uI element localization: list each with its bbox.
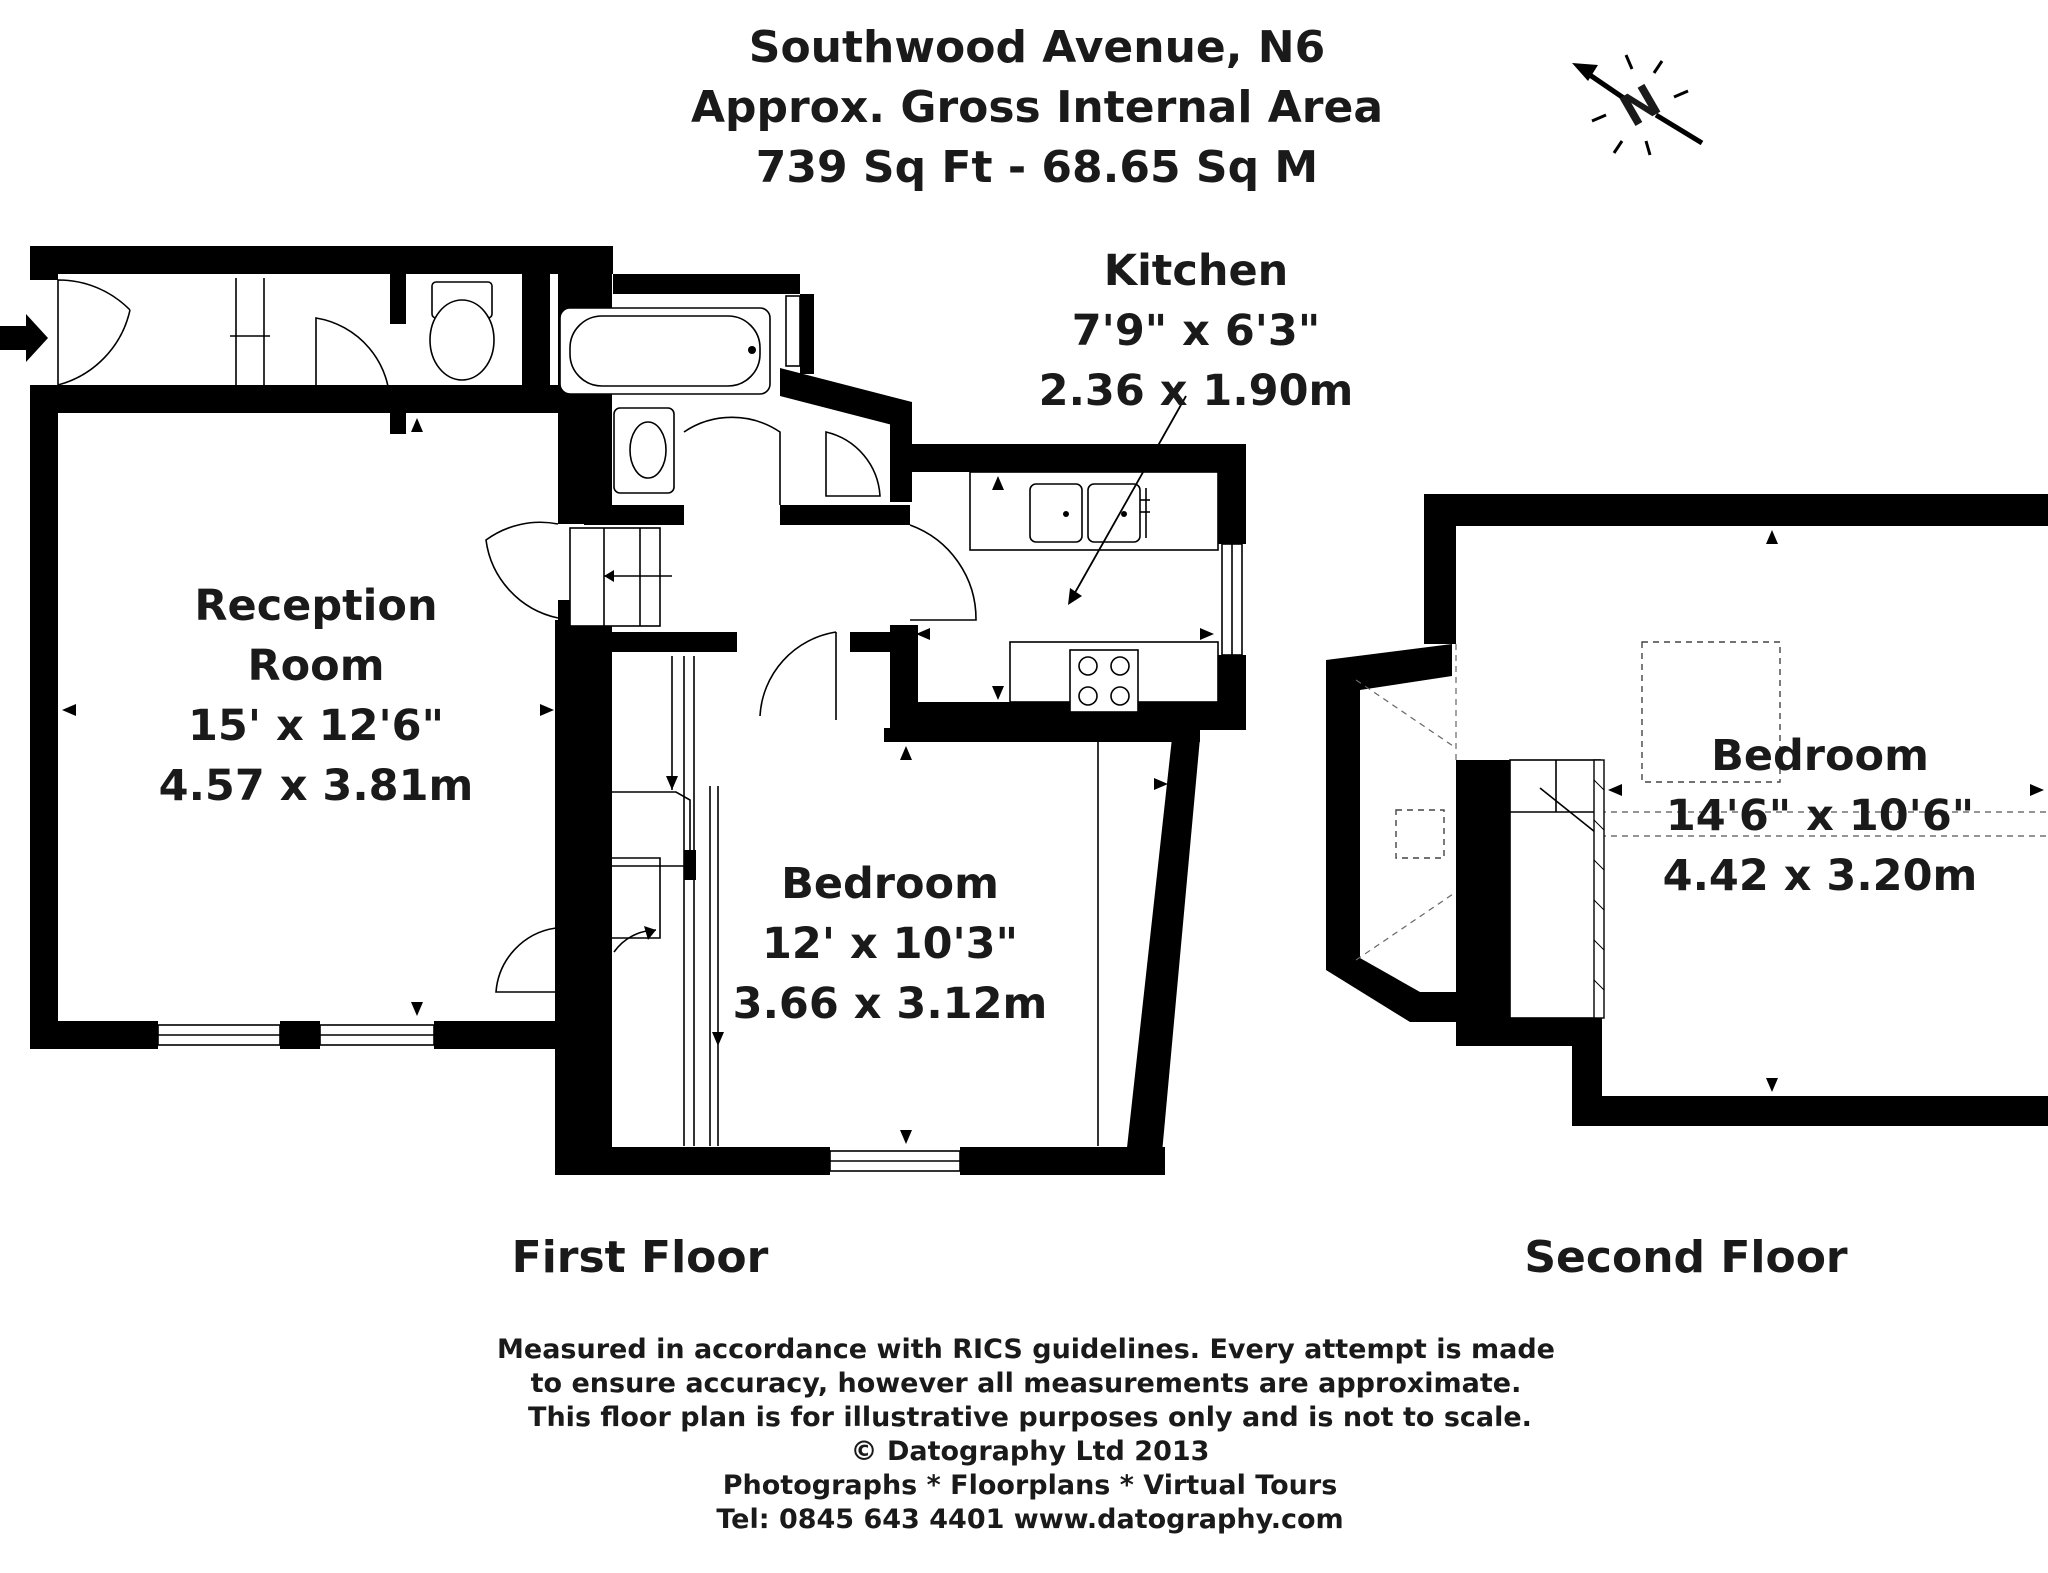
copyright-notice: © Datography Ltd 2013	[850, 1436, 1210, 1467]
svg-text:4.42 x 3.20m: 4.42 x 3.20m	[1662, 851, 1978, 901]
svg-text:3.66 x 3.12m: 3.66 x 3.12m	[732, 979, 1048, 1029]
svg-text:Bedroom: Bedroom	[781, 859, 999, 909]
svg-text:Bedroom: Bedroom	[1711, 731, 1929, 781]
contact-info: Tel: 0845 643 4401 www.datography.com	[716, 1504, 1344, 1535]
header	[691, 22, 1383, 193]
entrance-arrow-icon	[0, 314, 48, 362]
compass-north-label: N	[1612, 75, 1670, 138]
area-value: 739 Sq Ft - 68.65 Sq M	[755, 142, 1319, 193]
svg-text:14'6" x 10'6": 14'6" x 10'6"	[1665, 791, 1975, 841]
footer-disclaimer	[497, 1334, 1555, 1535]
svg-text:to ensure accuracy, however al: to ensure accuracy, however all measurements are approximate.	[530, 1368, 1522, 1399]
kitchen-label	[1039, 246, 1354, 416]
svg-text:Kitchen: Kitchen	[1103, 246, 1289, 296]
svg-text:This floor plan is for illustr: This floor plan is for illustrative purposes only and is not to scale.	[528, 1402, 1532, 1433]
svg-text:15' x 12'6": 15' x 12'6"	[187, 701, 445, 751]
svg-text:2.36 x 1.90m: 2.36 x 1.90m	[1038, 366, 1354, 416]
first-floor-bedroom-label	[733, 859, 1048, 1029]
property-address: Southwood Avenue, N6	[748, 22, 1326, 73]
entrance-door	[0, 278, 270, 385]
second-floor-bedroom-label	[1663, 731, 1978, 901]
svg-text:Room: Room	[247, 641, 385, 691]
svg-text:Measured in accordance with RI: Measured in accordance with RICS guidelines. Every attempt is made	[497, 1334, 1555, 1365]
second-floor-label: Second Floor	[1524, 1232, 1848, 1283]
svg-text:7'9" x 6'3": 7'9" x 6'3"	[1071, 306, 1321, 356]
kitchen-fittings	[970, 396, 1218, 712]
first-floor-plan	[0, 246, 1353, 1175]
area-heading: Approx. Gross Internal Area	[690, 82, 1384, 133]
reception-room-label	[159, 581, 474, 811]
svg-text:Reception: Reception	[194, 581, 438, 631]
first-floor-label: First Floor	[511, 1232, 769, 1283]
second-floor-plan	[1326, 494, 2048, 1126]
svg-text:12' x 10'3": 12' x 10'3"	[761, 919, 1019, 969]
svg-text:Photographs * Floorplans * Vir: Photographs * Floorplans * Virtual Tours	[722, 1470, 1338, 1501]
svg-text:4.57 x 3.81m: 4.57 x 3.81m	[158, 761, 474, 811]
north-compass-icon	[1572, 55, 1702, 155]
